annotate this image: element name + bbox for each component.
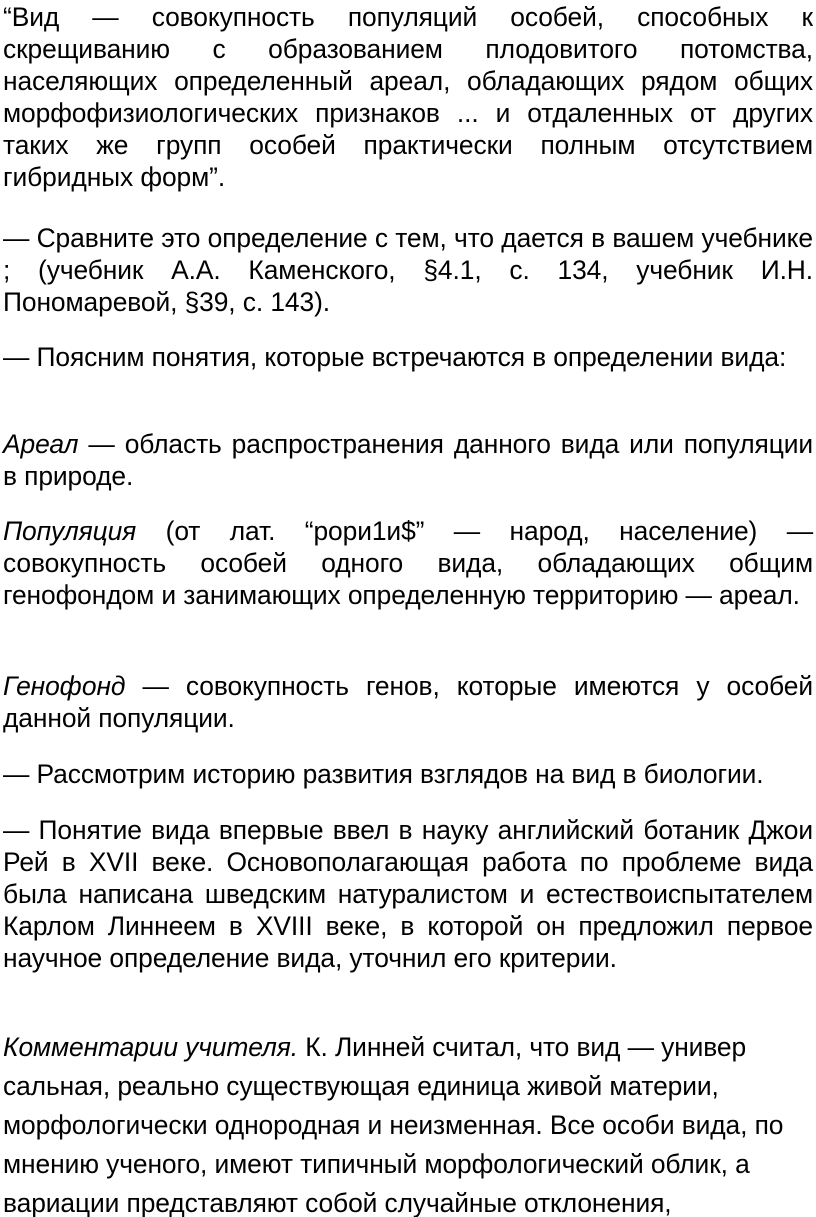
paragraph-text: К. Линней считал, что вид — универ сальная, реально существующая единица живой материи, морфологически однородная и неизменная. Все особи вида, по мнению ученого, имеют типичный морфологический облик, а вариации представляют собой случайные отклонения,: [3, 1032, 784, 1217]
paragraph-gene-pool-definition: [3, 670, 813, 734]
term-gene-pool: Генофонд: [3, 671, 126, 701]
paragraph-text: — совокупность генов, которые имеются у особей данной популяции.: [3, 671, 813, 733]
paragraph-compare-textbook: [3, 222, 813, 318]
term-population: Популяция: [3, 516, 137, 546]
paragraph-explain-concepts: [3, 341, 813, 373]
paragraph-text: — область распространения данного вида или популяции в природе.: [3, 429, 813, 491]
paragraph-text: — Поясним понятия, которые встречаются в определении вида:: [3, 342, 787, 372]
paragraph-species-definition: [3, 1, 813, 193]
paragraph-history-intro: [3, 758, 813, 790]
paragraph-text: (от лат. “рори1и$” — народ, население) — совокупность особей одного вида, обладающих общим генофондом и занимающих определенную территорию — ареал.: [3, 516, 813, 610]
paragraph-teacher-comments: [3, 1028, 813, 1217]
paragraph-population-definition: [3, 515, 813, 611]
paragraph-text: — Сравните это определение с тем, что дается в вашем учебнике ; (учебник А.А. Каменского, §4.1, с. 134, учебник И.Н. Пономаревой, §39, с. 143).: [3, 223, 813, 317]
paragraph-text: — Понятие вида впервые ввел в науку английский ботаник Джои Рей в XVII веке. Основополагающая работа по проблеме вида была написана шведским натуралистом и естествоиспытателем Карлом Линнеем в XVIII веке, в которой он предложил первое научное определение вида, уточнил его критерии.: [3, 815, 813, 973]
paragraph-text: “Вид — совокупность популяций особей, способных к скрещиванию с образованием плодовитого потомства, населяющих определенный ареал, обладающих рядом общих морфофизиологических признаков ... и отдаленных от других таких же групп особей практически полным отсутствием гибридных форм”.: [3, 2, 813, 192]
paragraph-history-ray-linnaeus: [3, 814, 813, 974]
term-teacher-comments: Комментарии учителя.: [3, 1032, 298, 1062]
paragraph-areal-definition: [3, 428, 813, 492]
term-areal: Ареал: [3, 429, 79, 459]
paragraph-text: — Рассмотрим историю развития взглядов на вид в биологии.: [3, 759, 764, 789]
